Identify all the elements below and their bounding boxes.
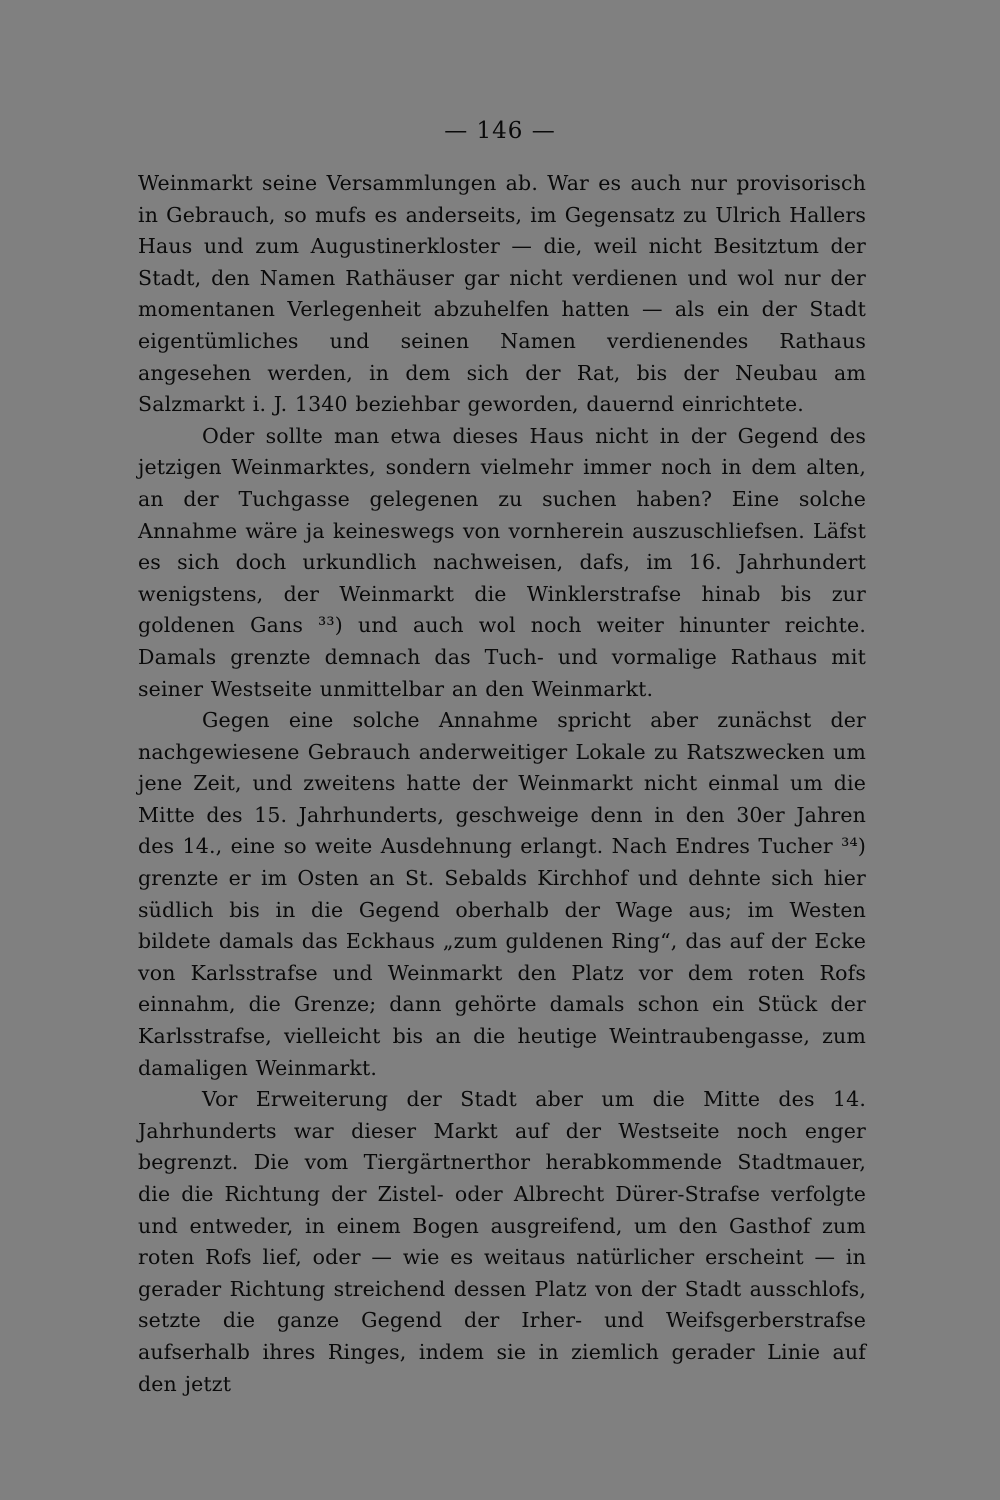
paragraph-4: Vor Erweiterung der Stadt aber um die Mitte des 14. Jahrhunderts war dieser Markt auf der Westseite noch enger begrenzt. Die vom Tiergärtnerthor herabkommende Stadtmauer, die die Richtung der Zistel- oder Albrecht Dürer-Strafse verfolgte und entweder, in einem Bogen ausgreifend, um den Gasthof zum roten Rofs lief, oder — wie es weitaus natürlicher erscheint — in gerader Richtung streichend dessen Platz von der Stadt ausschlofs, setzte die ganze Gegend der Irher- und Weifsgerberstrafse aufserhalb ihres Ringes, indem sie in ziemlich gerader Linie auf den jetzt: [138, 1087, 866, 1396]
paragraph-2: Oder sollte man etwa dieses Haus nicht in der Gegend des jetzigen Weinmarktes, sondern vielmehr immer noch in dem alten, an der Tuchgasse gelegenen zu suchen haben? Eine solche Annahme wäre ja keineswegs von vornherein auszuschliefsen. Läfst es sich doch urkundlich nachweisen, dafs, im 16. Jahrhundert wenigstens, der Weinmarkt die Winklerstrafse hinab bis zur goldenen Gans ³³) und auch wol noch weiter hinunter reichte. Damals grenzte demnach das Tuch- und vormalige Rathaus mit seiner Westseite unmittelbar an den Weinmarkt.: [138, 423, 866, 701]
page-number: — 146 —: [444, 118, 556, 144]
body-text: [138, 168, 866, 1400]
paragraph-3: Gegen eine solche Annahme spricht aber zunächst der nachgewiesene Gebrauch anderweitiger Lokale zu Ratszwecken um jene Zeit, und zweitens hatte der Weinmarkt nicht einmal um die Mitte des 15. Jahrhunderts, geschweige denn in den 30er Jahren des 14., eine so weite Ausdehnung erlangt. Nach Endres Tucher ³⁴) grenzte er im Osten an St. Sebalds Kirchhof und dehnte sich hier südlich bis in die Gegend oberhalb der Wage aus; im Westen bildete damals das Eckhaus „zum guldenen Ring“, das auf der Ecke von Karlsstrafse und Weinmarkt den Platz vor dem roten Rofs einnahm, die Grenze; dann gehörte damals schon ein Stück der Karlsstrafse, vielleicht bis an die heutige Weintraubengasse, zum damaligen Weinmarkt.: [138, 708, 866, 1080]
paragraph-1: Weinmarkt seine Versammlungen ab. War es auch nur provisorisch in Gebrauch, so mufs es anderseits, im Gegensatz zu Ulrich Hallers Haus und zum Augustinerkloster — die, weil nicht Besitztum der Stadt, den Namen Rathäuser gar nicht verdienen und wol nur der momentanen Verlegenheit abzuhelfen hatten — als ein der Stadt eigentümliches und seinen Namen verdienendes Rathaus angesehen werden, in dem sich der Rat, bis der Neubau am Salzmarkt i. J. 1340 beziehbar geworden, dauernd einrichtete.: [138, 171, 866, 417]
